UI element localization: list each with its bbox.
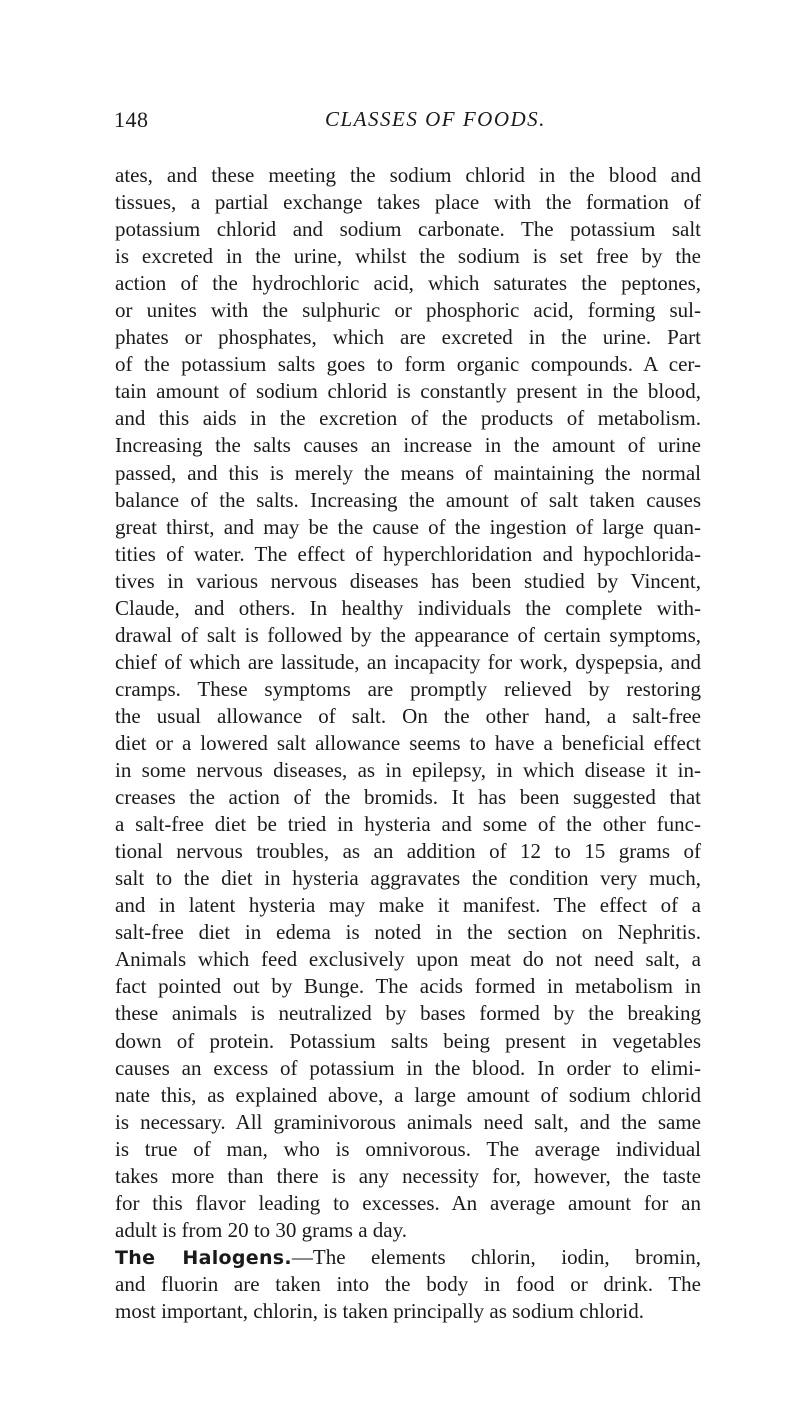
text-line: or unites with the sulphuric or phosphoric acid, forming sul- — [115, 298, 701, 323]
text-line: great thirst, and may be the cause of the ingestion of large quan- — [115, 514, 701, 539]
text-line: is necessary. All graminivorous animals need salt, and the same — [115, 1109, 701, 1134]
text-line: Increasing the salts causes an increase in the amount of urine — [115, 433, 701, 458]
text-line: for this flavor leading to excesses. An average amount for an — [115, 1190, 701, 1215]
text-line: adult is from 20 to 30 grams a day. — [115, 1217, 408, 1242]
text-line: Animals which feed exclusively upon meat do not need salt, a — [115, 947, 701, 972]
text-line: and fluorin are taken into the body in food or drink. The — [115, 1271, 701, 1296]
text-line: down of protein. Potassium salts being present in vegetables — [115, 1028, 701, 1053]
text-line: nate this, as explained above, a large amount of sodium chlorid — [115, 1082, 701, 1107]
text-line: tities of water. The effect of hyperchloridation and hypochlorida- — [115, 541, 701, 566]
text-line: a salt-free diet be tried in hysteria and some of the other func- — [115, 812, 701, 837]
section-heading: The Halogens. — [115, 1246, 292, 1269]
text-line: takes more than there is any necessity for, however, the taste — [115, 1163, 701, 1188]
text-line: passed, and this is merely the means of maintaining the normal — [115, 460, 701, 485]
text-line: salt-free diet in edema is noted in the section on Nephritis. — [115, 920, 701, 945]
text-line: tional nervous troubles, as an addition of 12 to 15 grams of — [115, 839, 701, 864]
text-line: balance of the salts. Increasing the amount of salt taken causes — [115, 487, 701, 512]
text-line: tissues, a partial exchange takes place with the formation of — [115, 190, 701, 215]
text-line: is true of man, who is omnivorous. The average individual — [115, 1136, 701, 1161]
text-line: causes an excess of potassium in the blood. In order to elimi- — [115, 1055, 701, 1080]
text-line: salt to the diet in hysteria aggravates the condition very much, — [115, 866, 701, 891]
page-number: 148 — [114, 107, 149, 132]
text-line: tain amount of sodium chlorid is constantly present in the blood, — [115, 379, 701, 404]
text-line: most important, chlorin, is taken principally as sodium chlorid. — [115, 1298, 644, 1323]
text-line: and this aids in the excretion of the products of metabolism. — [115, 406, 701, 431]
text-line: action of the hydrochloric acid, which saturates the peptones, — [115, 271, 701, 296]
section-first-line — [115, 1244, 701, 1271]
text-line: Claude, and others. In healthy individuals the complete with- — [115, 595, 701, 620]
text-line: tives in various nervous diseases has been studied by Vincent, — [115, 568, 701, 593]
text-line: creases the action of the bromids. It has been suggested that — [115, 785, 701, 810]
body-text — [115, 162, 701, 1325]
text-line: phates or phosphates, which are excreted in the urine. Part — [115, 325, 701, 350]
text-line: and in latent hysteria may make it manifest. The effect of a — [115, 893, 701, 918]
text-line: ates, and these meeting the sodium chlorid in the blood and — [115, 163, 701, 187]
text-line: diet or a lowered salt allowance seems to have a beneficial effect — [115, 730, 701, 755]
text-line: fact pointed out by Bunge. The acids formed in metabolism in — [115, 974, 701, 999]
text-line: the usual allowance of salt. On the other hand, a salt-free — [115, 703, 701, 728]
running-title: CLASSES OF FOODS. — [325, 107, 546, 131]
section-first-line-text: —The elements chlorin, iodin, bromin, — [291, 1244, 701, 1269]
text-line: these animals is neutralized by bases formed by the breaking — [115, 1001, 701, 1026]
text-line: is excreted in the urine, whilst the sodium is set free by the — [115, 244, 701, 269]
text-line: of the potassium salts goes to form organic compounds. A cer- — [115, 352, 701, 377]
text-line: drawal of salt is followed by the appearance of certain symptoms, — [115, 622, 701, 647]
text-line: in some nervous diseases, as in epilepsy, in which disease it in- — [115, 758, 701, 783]
text-line: potassium chlorid and sodium carbonate. The potassium salt — [115, 217, 701, 242]
text-line: chief of which are lassitude, an incapacity for work, dyspepsia, and — [115, 649, 701, 674]
text-line: cramps. These symptoms are promptly relieved by restoring — [115, 676, 701, 701]
